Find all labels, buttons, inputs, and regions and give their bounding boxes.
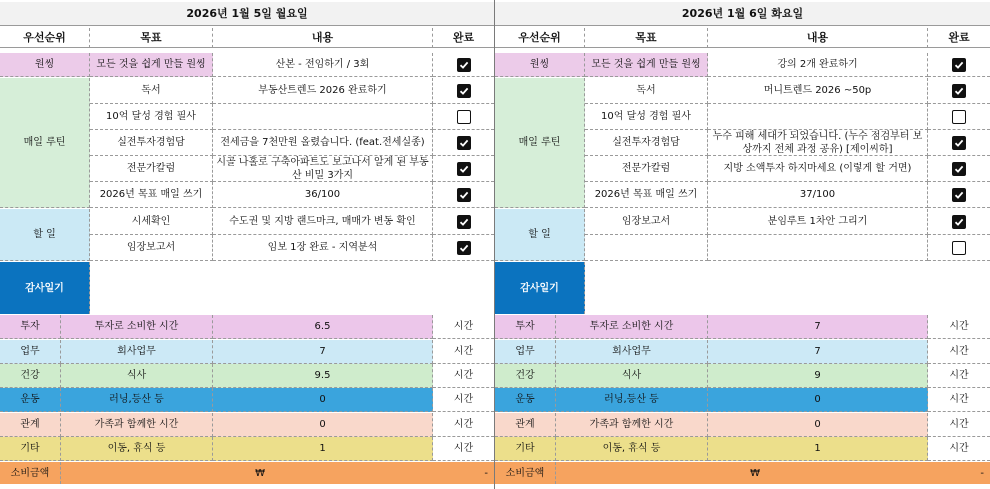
- group-routine: 매일 루틴: [0, 78, 90, 208]
- time-unit: 시간: [928, 388, 990, 412]
- time-category: 운동: [0, 388, 61, 412]
- time-label: 회사업무: [61, 340, 213, 364]
- time-category: 투자: [0, 315, 61, 339]
- group-routine: 매일 루틴: [495, 78, 585, 208]
- todo-goal: [585, 235, 708, 261]
- routine-done[interactable]: [433, 130, 494, 156]
- time-unit: 시간: [433, 437, 494, 461]
- routine-content[interactable]: 부동산트렌드 2026 완료하기: [213, 78, 433, 104]
- time-value[interactable]: 7: [708, 315, 928, 339]
- time-label: 러닝,등산 등: [556, 388, 708, 412]
- time-label: 투자로 소비한 시간: [61, 315, 213, 339]
- date-title: 2026년 1월 6일 화요일: [495, 2, 990, 26]
- time-category: 투자: [495, 315, 556, 339]
- checkbox-icon[interactable]: [952, 136, 966, 150]
- time-unit: 시간: [928, 437, 990, 461]
- time-value[interactable]: 1: [213, 437, 433, 461]
- routine-done[interactable]: [433, 182, 494, 208]
- checkbox-icon[interactable]: [457, 188, 471, 202]
- routine-goal: 실전투자경험담: [585, 130, 708, 156]
- time-category: 관계: [495, 413, 556, 437]
- time-unit: 시간: [433, 364, 494, 388]
- checkbox-icon[interactable]: [952, 84, 966, 98]
- routine-done[interactable]: [928, 182, 990, 208]
- routine-goal: 2026년 목표 매일 쓰기: [585, 182, 708, 208]
- routine-goal: 전문가칼럼: [585, 156, 708, 182]
- routine-done[interactable]: [928, 104, 990, 130]
- header-goal: 목표: [585, 28, 708, 48]
- group-todo: 할 일: [495, 209, 585, 261]
- routine-done[interactable]: [433, 156, 494, 182]
- routine-goal: 10억 달성 경험 필사: [585, 104, 708, 130]
- checkbox-icon[interactable]: [952, 241, 966, 255]
- time-value[interactable]: 6.5: [213, 315, 433, 339]
- routine-goal: 독서: [585, 78, 708, 104]
- header-content: 내용: [213, 28, 433, 48]
- gratitude-entry[interactable]: [90, 262, 494, 314]
- time-value[interactable]: 0: [708, 413, 928, 437]
- time-unit: 시간: [433, 315, 494, 339]
- routine-done[interactable]: [928, 78, 990, 104]
- time-label: 가족과 함께한 시간: [556, 413, 708, 437]
- time-category: 기타: [0, 437, 61, 461]
- header-content: 내용: [708, 28, 928, 48]
- day-panel: [495, 0, 990, 489]
- time-label: 식사: [556, 364, 708, 388]
- time-value[interactable]: 0: [708, 388, 928, 412]
- header-priority: 우선순위: [0, 28, 90, 48]
- group-todo: 할 일: [0, 209, 90, 261]
- checkbox-icon[interactable]: [952, 215, 966, 229]
- wonsing-done[interactable]: [928, 53, 990, 77]
- routine-content[interactable]: 지방 소액투자 하지마세요 (이렇게 할 거면): [708, 156, 928, 182]
- routine-content[interactable]: [708, 104, 928, 130]
- time-value[interactable]: 1: [708, 437, 928, 461]
- time-label: 이동, 휴식 등: [61, 437, 213, 461]
- header-done: 완료: [433, 28, 494, 48]
- spend-value[interactable]: -: [768, 462, 990, 484]
- time-category: 기타: [495, 437, 556, 461]
- checkbox-icon[interactable]: [952, 162, 966, 176]
- todo-done[interactable]: [433, 209, 494, 235]
- routine-content[interactable]: 36/100: [213, 182, 433, 208]
- time-category: 관계: [0, 413, 61, 437]
- time-category: 업무: [0, 340, 61, 364]
- time-value[interactable]: 9.5: [213, 364, 433, 388]
- time-label: 가족과 함께한 시간: [61, 413, 213, 437]
- time-unit: 시간: [928, 340, 990, 364]
- gratitude-entry[interactable]: [585, 262, 990, 314]
- routine-done[interactable]: [928, 130, 990, 156]
- routine-done[interactable]: [928, 156, 990, 182]
- time-unit: 시간: [433, 388, 494, 412]
- todo-goal: 임장보고서: [90, 235, 213, 261]
- header-priority: 우선순위: [495, 28, 585, 48]
- todo-goal: 시세확인: [90, 209, 213, 235]
- todo-content[interactable]: 분임루트 1차안 그리기: [708, 209, 928, 235]
- time-label: 러닝,등산 등: [61, 388, 213, 412]
- time-unit: 시간: [433, 340, 494, 364]
- spend-label: 소비금액: [495, 462, 556, 484]
- routine-goal: 전문가칼럼: [90, 156, 213, 182]
- routine-content[interactable]: 37/100: [708, 182, 928, 208]
- checkbox-icon[interactable]: [457, 84, 471, 98]
- routine-done[interactable]: [433, 78, 494, 104]
- header-goal: 목표: [90, 28, 213, 48]
- todo-content[interactable]: 임보 1장 완료 - 지역분석: [213, 235, 433, 261]
- time-value[interactable]: 0: [213, 413, 433, 437]
- header-done: 완료: [928, 28, 990, 48]
- wonsing-content[interactable]: 산본 - 전임하기 / 3회: [213, 53, 433, 77]
- time-unit: 시간: [433, 413, 494, 437]
- time-label: 식사: [61, 364, 213, 388]
- time-unit: 시간: [928, 364, 990, 388]
- group-wonsing: 원씽: [0, 53, 90, 77]
- todo-done[interactable]: [928, 235, 990, 261]
- time-value[interactable]: 9: [708, 364, 928, 388]
- wonsing-content[interactable]: 강의 2개 완료하기: [708, 53, 928, 77]
- checkbox-icon[interactable]: [952, 110, 966, 124]
- spend-value[interactable]: -: [273, 462, 494, 484]
- todo-done[interactable]: [928, 209, 990, 235]
- wonsing-goal: 모든 것을 쉽게 만들 원씽: [585, 53, 708, 77]
- todo-content[interactable]: [708, 235, 928, 261]
- checkbox-icon[interactable]: [457, 241, 471, 255]
- routine-content[interactable]: [213, 104, 433, 130]
- spend-label: 소비금액: [0, 462, 61, 484]
- time-unit: 시간: [928, 413, 990, 437]
- time-category: 건강: [0, 364, 61, 388]
- checkbox-icon[interactable]: [952, 188, 966, 202]
- routine-goal: 실전투자경험담: [90, 130, 213, 156]
- routine-content[interactable]: 시골 나홀로 구축아파트도 보고나서 알게 된 부동산 비밀 3가지: [213, 156, 433, 182]
- routine-content[interactable]: 전세금을 7천만원 올렸습니다. (feat.전세실종): [213, 130, 433, 156]
- time-label: 이동, 휴식 등: [556, 437, 708, 461]
- routine-content[interactable]: 머니트렌드 2026 ~50p: [708, 78, 928, 104]
- group-gratitude: 감사일기: [0, 262, 90, 314]
- wonsing-goal: 모든 것을 쉽게 만들 원씽: [90, 53, 213, 77]
- date-title: 2026년 1월 5일 월요일: [0, 2, 494, 26]
- checkbox-icon[interactable]: [457, 136, 471, 150]
- time-value[interactable]: 0: [213, 388, 433, 412]
- checkbox-icon[interactable]: [457, 58, 471, 72]
- group-wonsing: 원씽: [495, 53, 585, 77]
- time-category: 운동: [495, 388, 556, 412]
- routine-done[interactable]: [433, 104, 494, 130]
- routine-content[interactable]: 누수 피해 세대가 되었습니다. (누수 점검부터 보상까지 전체 과정 공유) [제이씨하]: [708, 130, 928, 156]
- time-label: 투자로 소비한 시간: [556, 315, 708, 339]
- todo-done[interactable]: [433, 235, 494, 261]
- day-panel: [0, 0, 494, 489]
- group-gratitude: 감사일기: [495, 262, 585, 314]
- time-label: 회사업무: [556, 340, 708, 364]
- day-divider: [494, 0, 495, 489]
- time-unit: 시간: [928, 315, 990, 339]
- wonsing-done[interactable]: [433, 53, 494, 77]
- checkbox-icon[interactable]: [952, 58, 966, 72]
- spend-currency: ₩: [556, 462, 768, 484]
- checkbox-icon[interactable]: [457, 162, 471, 176]
- spend-currency: ₩: [61, 462, 273, 484]
- routine-goal: 2026년 목표 매일 쓰기: [90, 182, 213, 208]
- time-category: 건강: [495, 364, 556, 388]
- routine-goal: 10억 달성 경험 필사: [90, 104, 213, 130]
- routine-goal: 독서: [90, 78, 213, 104]
- time-category: 업무: [495, 340, 556, 364]
- checkbox-icon[interactable]: [457, 215, 471, 229]
- time-value[interactable]: 7: [708, 340, 928, 364]
- time-value[interactable]: 7: [213, 340, 433, 364]
- checkbox-icon[interactable]: [457, 110, 471, 124]
- todo-content[interactable]: 수도권 및 지방 랜드마크, 매매가 변동 확인: [213, 209, 433, 235]
- todo-goal: 임장보고서: [585, 209, 708, 235]
